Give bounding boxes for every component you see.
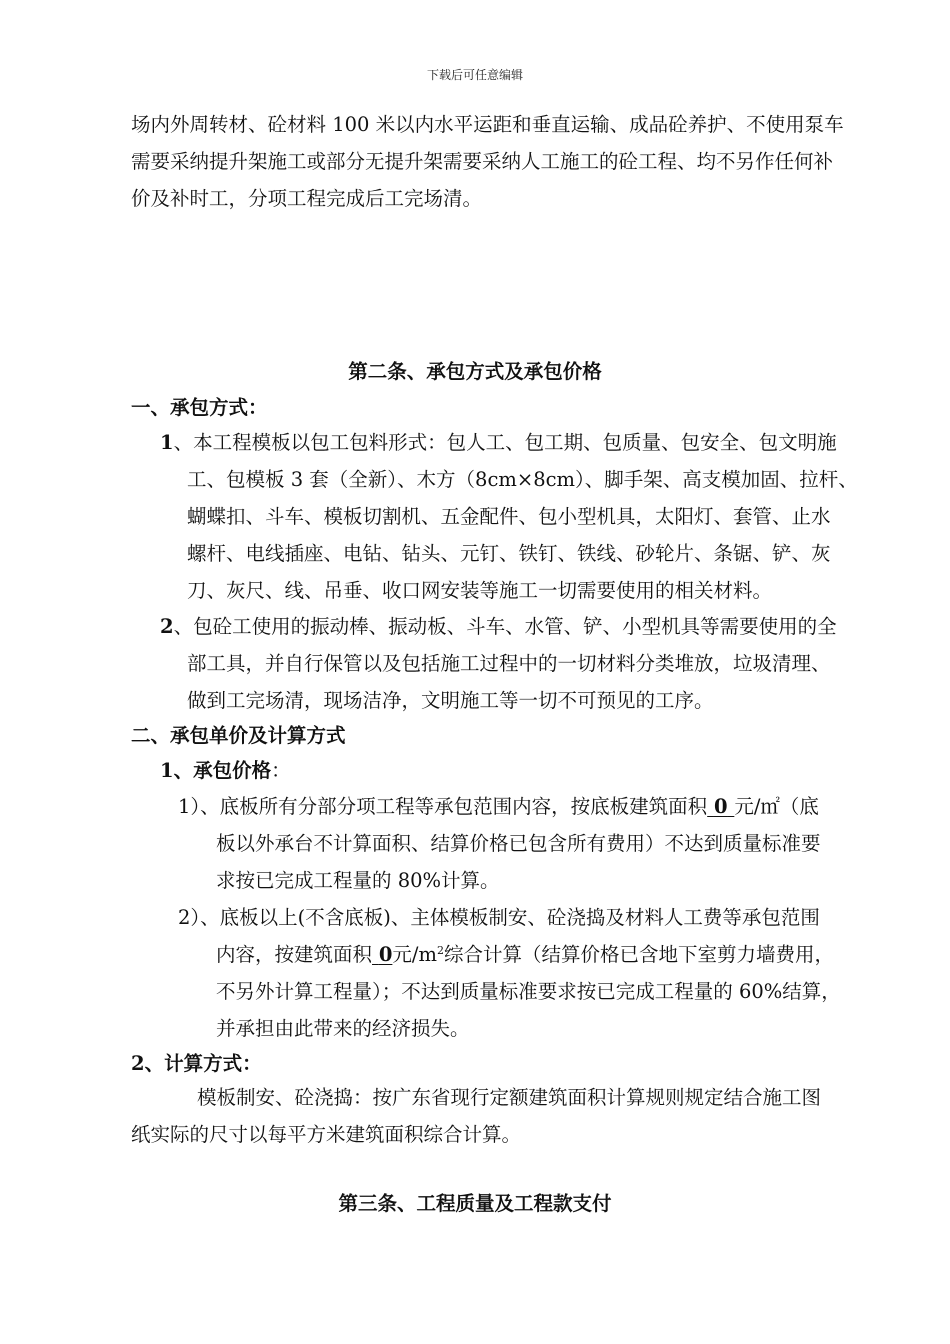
item-2-line-2: 部工具，并自行保管以及包括施工过程中的一切材料分类堆放，垃圾清理、 xyxy=(187,652,831,675)
item-1-line-3: 蝴蝶扣、斗车、模板切割机、五金配件、包小型机具，太阳灯、套管、止水 xyxy=(187,505,831,528)
calc-subtitle: 2、计算方式： xyxy=(131,1052,262,1075)
calc-line-2: 纸实际的尺寸以每平方米建筑面积综合计算。 xyxy=(131,1123,522,1146)
price-subtitle xyxy=(160,759,291,783)
price-2-line-3: 不另外计算工程量）；不达到质量标准要求按已完成工程量的 60%结算， xyxy=(216,980,841,1003)
item-1-number: 1 xyxy=(160,431,174,454)
item-2-text: 、包砼工使用的振动棒、振动板、斗车、水管、铲、小型机具等需要使用的全 xyxy=(173,615,837,638)
item-1-line-5: 刀、灰尺、线、吊垂、收口网安装等施工一切需要使用的相关材料。 xyxy=(187,579,773,602)
article-3-title: 第三条、工程质量及工程款支付 xyxy=(338,1192,612,1215)
price-2-value: 0 xyxy=(378,943,393,966)
price-2-post: 综合计算（结算价格已含地下室剪力墙费用， xyxy=(443,943,834,966)
price-subtitle-colon: ： xyxy=(271,759,291,782)
price-1-line-3: 求按已完成工程量的 80%计算。 xyxy=(216,869,500,892)
intro-line-2: 需要采纳提升架施工或部分无提升架需要采纳人工施工的砼工程、均不另作任何补 xyxy=(131,150,834,173)
intro-line-3: 价及补时工，分项工程完成后工完场清。 xyxy=(131,187,483,210)
price-1-value: 0 xyxy=(713,795,728,818)
price-2-unit-sup: 2 xyxy=(436,944,444,957)
price-1-line-1 xyxy=(178,795,819,819)
page-header: 下载后可任意编辑 xyxy=(426,68,523,82)
article-2-title: 第二条、承包方式及承包价格 xyxy=(348,360,602,383)
price-1-text: 1）、底板所有分部分项工程等承包范围内容，按底板建筑面积 xyxy=(178,795,708,818)
item-1-line-4: 螺杆、电线插座、电钻、钻头、元钉、铁钉、铁线、砂轮片、条锯、铲、灰 xyxy=(187,542,831,565)
item-1-text: 、本工程模板以包工包料形式：包人工、包工期、包质量、包安全、包文明施 xyxy=(173,431,837,454)
item-2-line-3: 做到工完场清，现场洁净，文明施工等一切不可预见的工序。 xyxy=(187,689,714,712)
price-1-unit: 元/㎡（底 xyxy=(734,795,819,818)
section-1-title: 一、承包方式： xyxy=(131,396,268,419)
intro-line-1: 场内外周转材、砼材料 100 米以内水平运距和垂直运输、成品砼养护、不使用泵车 xyxy=(131,113,844,136)
price-1-line-2: 板以外承台不计算面积、结算价格已包含所有费用）不达到质量标准要 xyxy=(216,832,821,855)
price-2-line-4: 并承担由此带来的经济损失。 xyxy=(216,1017,470,1040)
price-2-line-2 xyxy=(216,943,834,967)
price-2-unit: 元/m xyxy=(392,943,437,966)
item-2-line-1 xyxy=(160,615,837,639)
calc-line-1: 模板制安、砼浇捣：按广东省现行定额建筑面积计算规则规定结合施工图 xyxy=(197,1086,822,1109)
item-1-line-2: 工、包模板 3 套（全新）、木方（8cm×8cm）、脚手架、高支模加固、拉杆、 xyxy=(187,468,858,491)
item-1-line-1 xyxy=(160,431,837,455)
price-2-text: 内容，按建筑面积 xyxy=(216,943,373,966)
section-2-title: 二、承包单价及计算方式 xyxy=(131,724,346,747)
price-2-line-1: 2）、底板以上(不含底板)、主体模板制安、砼浇捣及材料人工费等承包范围 xyxy=(178,906,820,929)
price-subtitle-text: 、承包价格 xyxy=(173,759,272,782)
price-subtitle-number: 1 xyxy=(160,759,174,782)
item-2-number: 2 xyxy=(160,615,174,638)
